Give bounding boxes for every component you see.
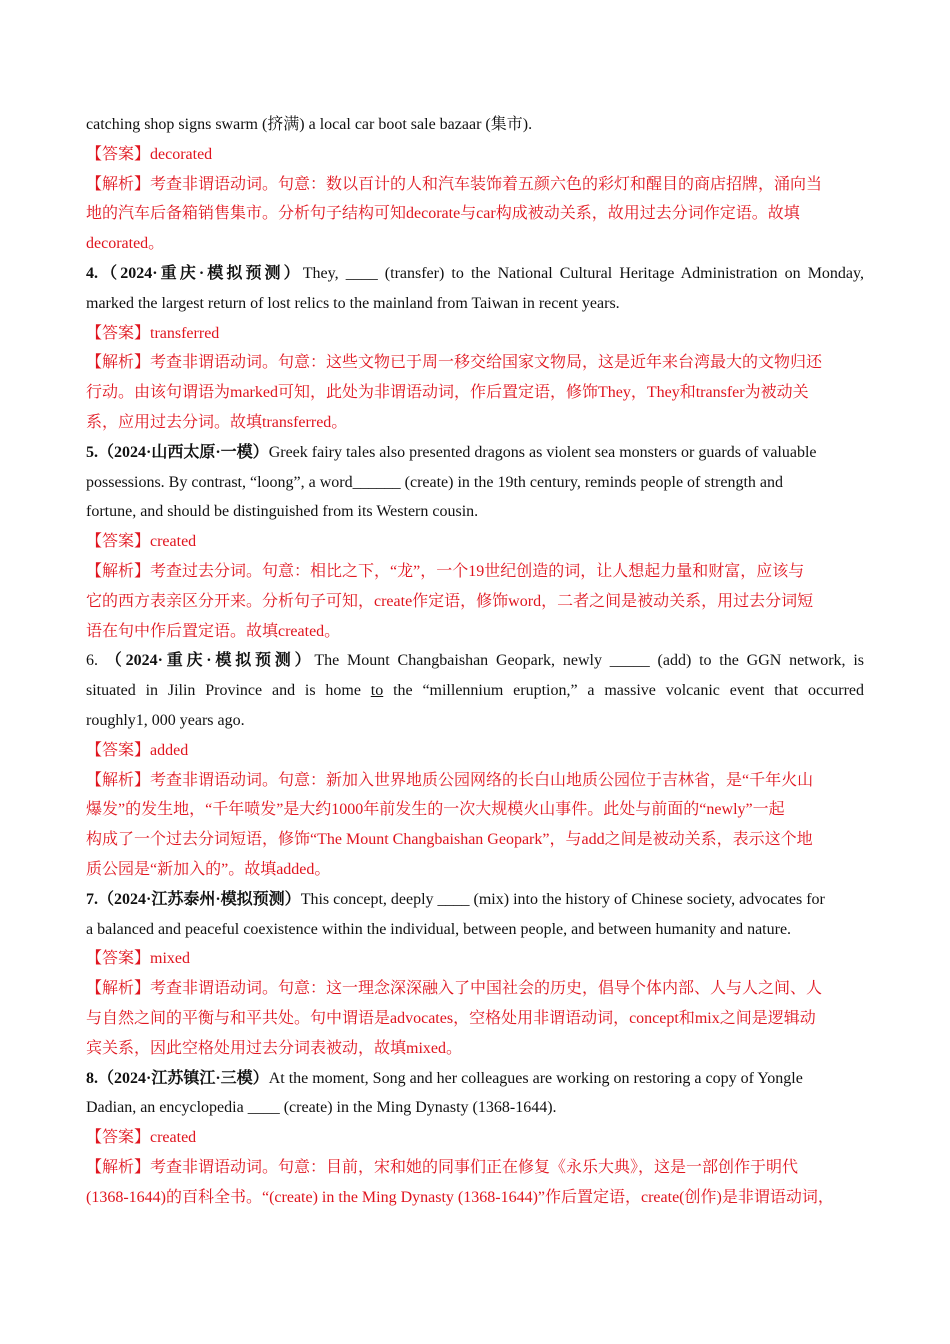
q7-answer: 【答案】mixed xyxy=(86,950,190,968)
q5-analysis-line: 【解析】考查过去分词。句意：相比之下，“龙”，一个19世纪创造的词，让人想起力量和财富，应该与 xyxy=(86,562,805,580)
q5-analysis-line: 语在句中作后置定语。故填created。 xyxy=(86,622,341,640)
q8-analysis-line: (1368-1644)的百科全书。“(create) in the Ming Dynasty (1368-1644)”作后置定语，create(创作)是非谓语动词， xyxy=(86,1188,834,1206)
q3-analysis-line: decorated。 xyxy=(86,235,165,253)
q8-question xyxy=(86,1064,864,1094)
q5-text-b: (create) in the 19th century, reminds people of strength and xyxy=(400,473,784,491)
q4-source: （2024·重庆·模拟预测） xyxy=(98,264,303,282)
q8-answer: 【答案】created xyxy=(86,1129,197,1147)
q5-question xyxy=(86,438,864,468)
q5-analysis-line: 它的西方表亲区分开来。分析句子可知，create作定语，修饰word，二者之间是被动关系，用过去分词短 xyxy=(86,592,814,610)
q7-analysis-line: 与自然之间的平衡与和平共处。句中谓语是advocates，空格处用非谓语动词，concept和mix之间是逻辑动 xyxy=(86,1009,816,1027)
q3-analysis-line: 【解析】考查非谓语动词。句意：数以百计的人和汽车装饰着五颜六色的彩灯和醒目的商店招牌，涌向当 xyxy=(86,175,823,193)
q5-source: （2024·山西太原·一模） xyxy=(98,443,269,461)
q4-analysis-line: 【解析】考查非谓语动词。句意：这些文物已于周一移交给国家文物局，这是近年来台湾最大的文物归还 xyxy=(86,354,823,372)
q4-number: 4. xyxy=(86,264,98,282)
q4-analysis-line: 行动。由该句谓语为marked可知，此处为非谓语动词，作后置定语，修饰They，They和transfer为被动关 xyxy=(86,384,809,402)
q4-text: They, ____ (transfer) to the National Cultural Heritage Administration on Monday, xyxy=(302,264,864,282)
q3-answer: 【答案】decorated xyxy=(86,145,213,163)
q8-source: （2024·江苏镇江·三模） xyxy=(98,1069,269,1087)
q6-text-b: the “millennium eruption,” a massive volcanic event that occurred xyxy=(383,682,864,700)
q6-underlined-to: to xyxy=(370,682,384,700)
q8-number: 8. xyxy=(86,1069,98,1087)
q7-question-line: a balanced and peaceful coexistence within the individual, between people, and between humanity and nature. xyxy=(86,920,792,938)
q6-question xyxy=(86,646,864,676)
q6-source: （2024·重庆·模拟预测） xyxy=(105,652,315,670)
q6-analysis-line: 爆发”的发生地，“千年喷发”是大约1000年前发生的一次大规模火山事件。此处与前面的“newly”一起 xyxy=(86,801,785,819)
q6-analysis-line: 质公园是“新加入的”。故填added。 xyxy=(86,860,331,878)
q8-text: At the moment, Song and her colleagues are working on restoring a copy of Yongle xyxy=(268,1069,803,1087)
q3-question-tail: catching shop signs swarm (挤满) a local car boot sale bazaar (集市). xyxy=(86,116,533,133)
q8-question-line: Dadian, an encyclopedia ____ (create) in the Ming Dynasty (1368-1644). xyxy=(86,1099,557,1117)
q6-answer: 【答案】added xyxy=(86,741,189,759)
document-page xyxy=(86,110,864,1212)
q5-answer: 【答案】created xyxy=(86,533,197,551)
q5-blank: ______ xyxy=(352,473,401,491)
q7-source: （2024·江苏泰州·模拟预测） xyxy=(98,890,301,908)
q5-text: Greek fairy tales also presented dragons as violent sea monsters or guards of valuable xyxy=(268,443,817,461)
q5-text-a: possessions. By contrast, “loong”, a word xyxy=(86,473,353,491)
q7-question xyxy=(86,885,864,915)
q4-analysis-line: 系，应用过去分词。故填transferred。 xyxy=(86,413,348,431)
q6-analysis-line: 【解析】考查非谓语动词。句意：新加入世界地质公园网络的长白山地质公园位于吉林省，是“千年火山 xyxy=(86,771,814,789)
q6-question-line: roughly1, 000 years ago. xyxy=(86,711,245,729)
q6-question-line xyxy=(86,676,864,706)
q5-number: 5. xyxy=(86,443,98,461)
q4-question-line: marked the largest return of lost relics to the mainland from Taiwan in recent years. xyxy=(86,294,620,312)
q6-text-a: situated in Jilin Province and is home xyxy=(86,682,371,700)
q6-analysis-line: 构成了一个过去分词短语，修饰“The Mount Changbaishan Geopark”，与add之间是被动关系，表示这个地 xyxy=(86,831,813,849)
q3-analysis-line: 地的汽车后备箱销售集市。分析句子结构可知decorate与car构成被动关系，故用过去分词作定语。故填 xyxy=(86,205,800,223)
q7-analysis-line: 【解析】考查非谓语动词。句意：这一理念深深融入了中国社会的历史，倡导个体内部、人与人之间、人 xyxy=(86,980,823,998)
q5-question-line: fortune, and should be distinguished from its Western cousin. xyxy=(86,503,479,521)
q7-number: 7. xyxy=(86,890,98,908)
q4-answer: 【答案】transferred xyxy=(86,324,220,342)
q8-analysis-line: 【解析】考查非谓语动词。句意：目前，宋和她的同事们正在修复《永乐大典》，这是一部创作于明代 xyxy=(86,1158,799,1176)
q4-question xyxy=(86,259,864,289)
q5-question-line xyxy=(86,468,864,498)
q7-analysis-line: 宾关系，因此空格处用过去分词表被动，故填mixed。 xyxy=(86,1039,462,1057)
q6-text: The Mount Changbaishan Geopark, newly _____ (add) to the GGN network, is xyxy=(314,652,864,670)
q7-text: This concept, deeply ____ (mix) into the history of Chinese society, advocates for xyxy=(300,890,825,908)
q6-number: 6. xyxy=(86,652,98,670)
